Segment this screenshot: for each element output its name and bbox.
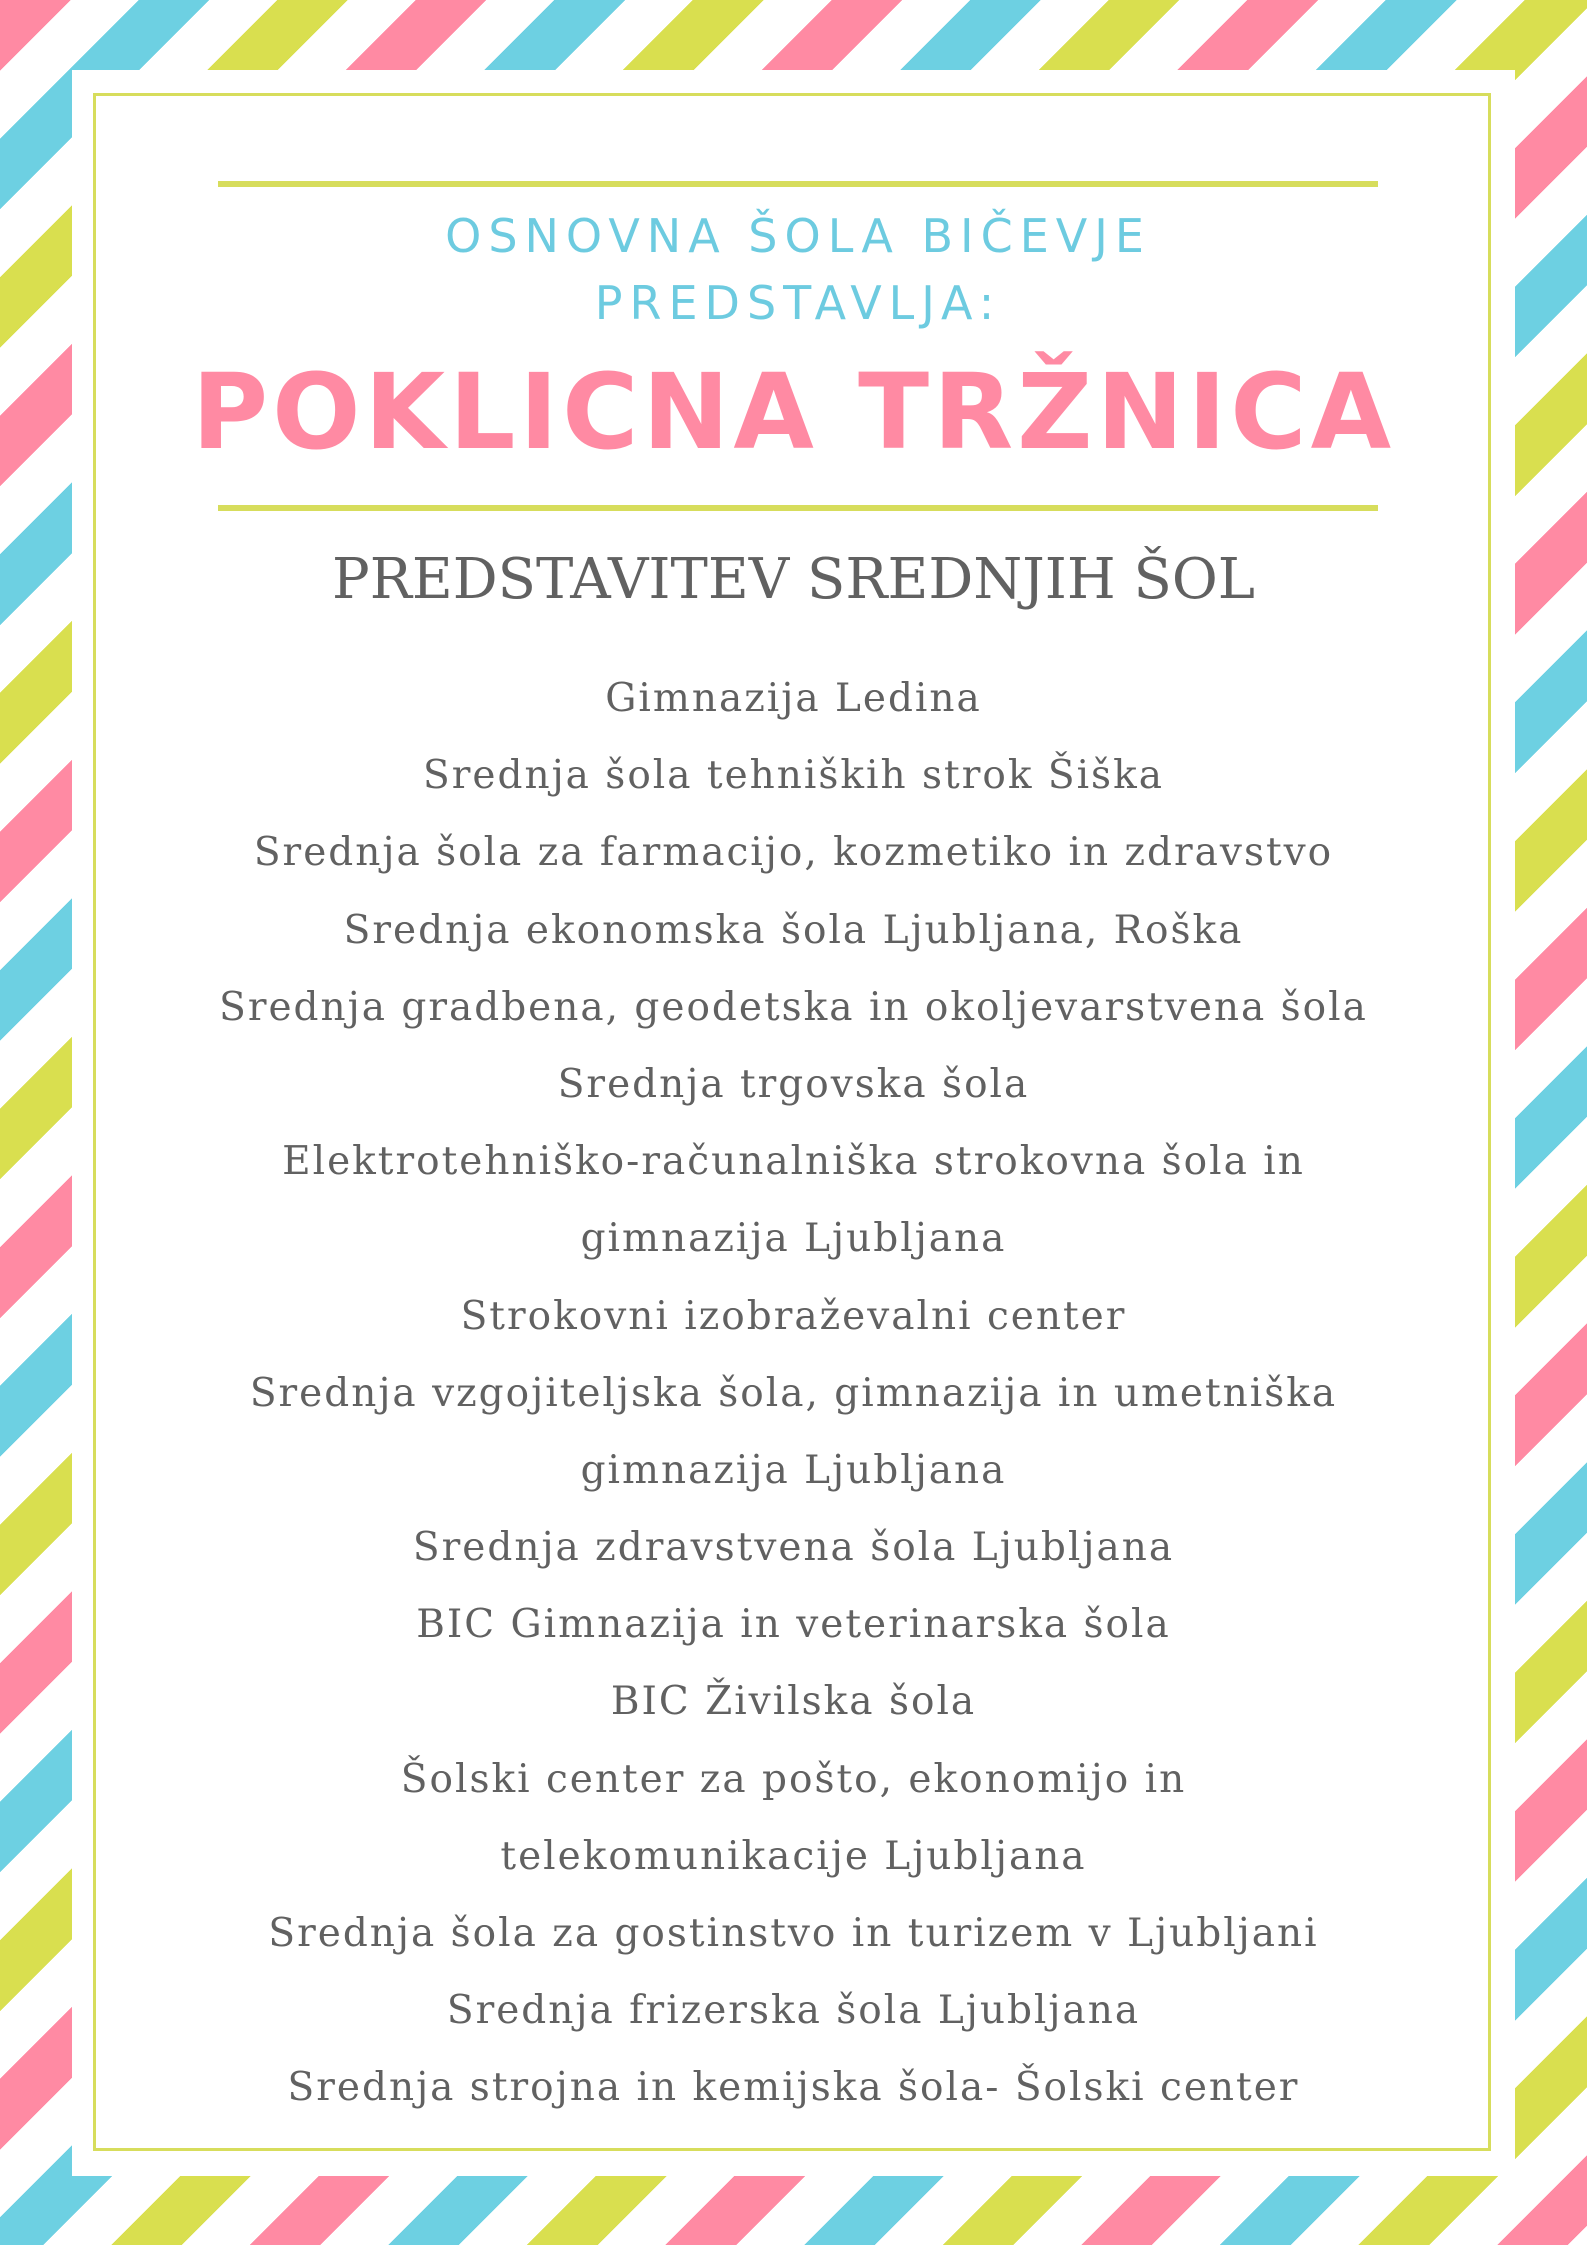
school-list-item: Srednja trgovska šola [557, 1061, 1030, 1107]
school-list [100, 660, 1487, 2127]
school-list-item: Srednja vzgojiteljska šola, gimnazija in umetniška [249, 1370, 1338, 1416]
school-list-item: BIC Gimnazija in veterinarska šola [416, 1602, 1171, 1648]
subtitle-presents: PREDSTAVLJA: [594, 276, 1002, 330]
school-list-item: Šolski center za pošto, ekonomijo in [400, 1756, 1187, 1802]
subtitle-school: OSNOVNA ŠOLA BIČEVJE [445, 209, 1151, 263]
top-divider [218, 181, 1378, 187]
school-list-item: Strokovni izobraževalni center [460, 1293, 1127, 1339]
school-list-item: Srednja zdravstvena šola Ljubljana [412, 1525, 1175, 1571]
school-list-item: Srednja strojna in kemijska šola- Šolski center [287, 2065, 1300, 2111]
section-heading: PREDSTAVITEV SREDNJIH ŠOL [332, 547, 1255, 612]
school-list-item: gimnazija Ljubljana [580, 1216, 1007, 1262]
school-list-item: Srednja šola za gostinstvo in turizem v Ljubljani [268, 1911, 1319, 1956]
school-list-item: Srednja ekonomska šola Ljubljana, Roška [343, 907, 1244, 953]
school-list-item: Srednja frizerska šola Ljubljana [446, 1988, 1141, 2034]
school-list-item: gimnazija Ljubljana [580, 1447, 1007, 1493]
school-list-item: Elektrotehniško-računalniška strokovna šola in [282, 1139, 1305, 1185]
poster-title: POKLICNA TRŽNICA [191, 351, 1396, 473]
bottom-divider [218, 505, 1378, 511]
school-list-item: telekomunikacije Ljubljana [500, 1833, 1087, 1879]
school-list-item: Gimnazija Ledina [605, 676, 982, 721]
school-list-item: Srednja gradbena, geodetska in okoljevarstvena šola [219, 984, 1368, 1030]
school-list-item: Srednja šola za farmacijo, kozmetiko in zdravstvo [253, 830, 1334, 876]
school-list-item: BIC Živilska šola [610, 1679, 977, 1725]
school-list-item: Srednja šola tehniških strok Šiška [423, 753, 1164, 799]
